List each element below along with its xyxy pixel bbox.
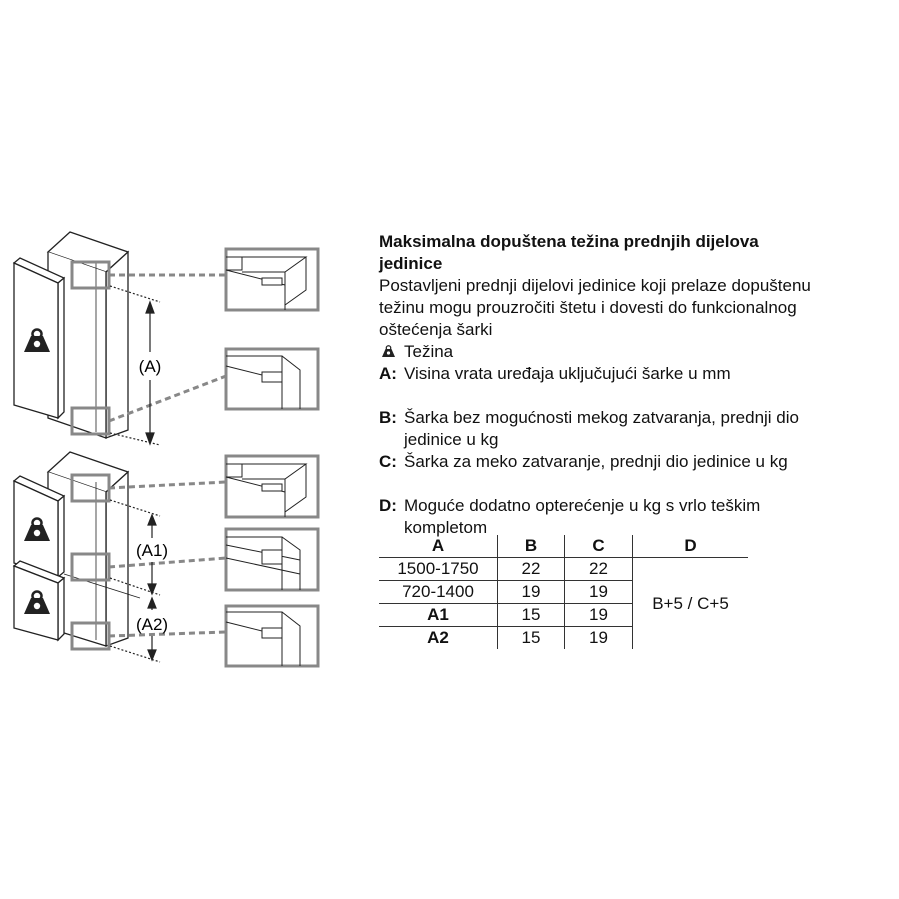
table-header: B [498,535,565,558]
table-cell: 19 [565,581,633,604]
table-cell: 22 [565,558,633,581]
table-cell: 19 [498,581,565,604]
table-cell: A1 [379,604,498,627]
hinge-detail-box-4 [226,529,318,590]
legend-a: A: Visina vrata uređaja uključujući šarke u mm [379,364,731,383]
table-cell: 720-1400 [379,581,498,604]
label-a: (A) [138,357,162,376]
table-cell: 15 [498,604,565,627]
table-header: A [379,535,498,558]
legend-c: C: Šarka za meko zatvaranje, prednji dio jedinice u kg [379,452,788,471]
weight-icon [381,345,396,358]
title: Maksimalna dopuštena težina prednjih dijelova jedinice [379,232,759,273]
text-panel [379,231,884,539]
hinge-detail-box-2 [226,349,318,409]
legend-b: B: Šarka bez mogućnosti mekog zatvaranja, prednji dio jedinice u kg [379,408,799,449]
table-header: D [633,535,749,558]
label-a2: (A2) [135,615,169,634]
description: Postavljeni prednji dijelovi jedinice koji prelaze dopuštenu težinu mogu prouzročiti štetu i dovesti do funkcionalnog oštećenja šarki [379,276,811,339]
weight-legend: Težina [379,341,884,363]
hinge-detail-box-5 [226,606,318,666]
table-header: C [565,535,633,558]
table-cell: 1500-1750 [379,558,498,581]
table-row [379,558,748,581]
table-cell: 15 [498,627,565,650]
hinge-illustration [0,0,370,899]
table-cell: 19 [565,627,633,650]
hinge-detail-box-1 [226,249,318,310]
table-cell: A2 [427,628,449,647]
table-header-row [379,535,748,558]
table-cell-d: B+5 / C+5 [633,558,749,650]
legend-d: D: Moguće dodatno opterećenje u kg s vrlo teškim kompletom [379,496,761,537]
table-cell: 22 [498,558,565,581]
weight-table [379,535,748,649]
double-door-appliance [14,452,140,646]
hinge-detail-box-3 [226,456,318,517]
label-a1: (A1) [135,541,169,560]
table-cell: 19 [565,604,633,627]
